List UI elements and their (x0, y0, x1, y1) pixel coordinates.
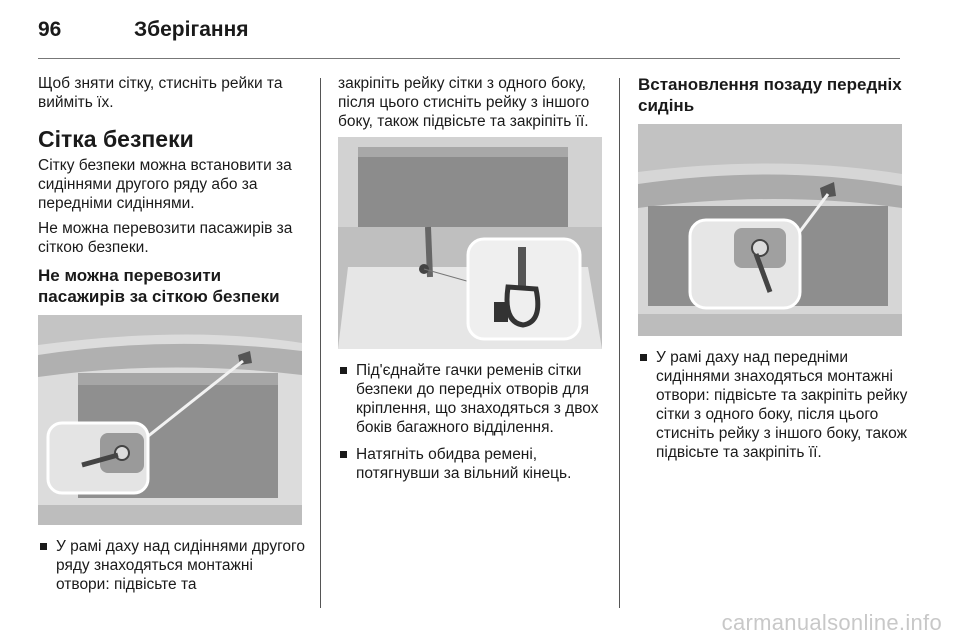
column-divider-1 (320, 78, 321, 608)
page-header (38, 14, 922, 48)
page-title: Зберігання (134, 18, 249, 41)
subheading: Не можна перевозити пасажирів за сіткою безпеки (38, 266, 280, 306)
paragraph: Не можна перевозити пасажирів за сіткою безпеки. (38, 220, 293, 256)
figure-cargo-hooks (338, 137, 602, 349)
page-number: 96 (38, 18, 62, 41)
subheading: Встановлення позаду передніх сидінь (638, 75, 902, 115)
column-1 (38, 74, 306, 602)
watermark: carmanualsonline.info (721, 610, 942, 635)
list-item: У рамі даху над сидіннями другого ряду знаходяться монтажні отвори: підвісьте та (38, 537, 306, 594)
section-heading: Сітка безпеки (38, 126, 194, 152)
intro-text: Щоб зняти сітку, стисніть рейки та вийміть їх. (38, 75, 283, 111)
paragraph: закріпіть рейку сітки з одного боку, після цього стисніть рейку з іншого боку, також підвісьте та закріпіть її. (338, 75, 590, 130)
column-3 (638, 74, 908, 470)
column-divider-2 (619, 78, 620, 608)
column-2 (338, 74, 606, 491)
list-item: У рамі даху над передніми сидіннями знаходяться монтажні отвори: підвісьте та закріпіть рейку сітки з одного боку, після цього стисніть рейку з іншого боку, також підвісьте та закріпіть її. (638, 348, 908, 462)
list-item: Під'єднайте гачки ременів сітки безпеки до передніх отворів для кріплення, що знаходяться з двох боків багажного відділення. (338, 361, 606, 437)
figure-roof-mount-second-row (38, 315, 302, 525)
header-divider (38, 58, 900, 59)
list-item: Натягніть обидва ремені, потягнувши за вільний кінець. (338, 445, 606, 483)
figure-roof-mount-front-seats (638, 124, 902, 336)
paragraph: Сітку безпеки можна встановити за сидіннями другого ряду або за передніми сидіннями. (38, 157, 292, 212)
